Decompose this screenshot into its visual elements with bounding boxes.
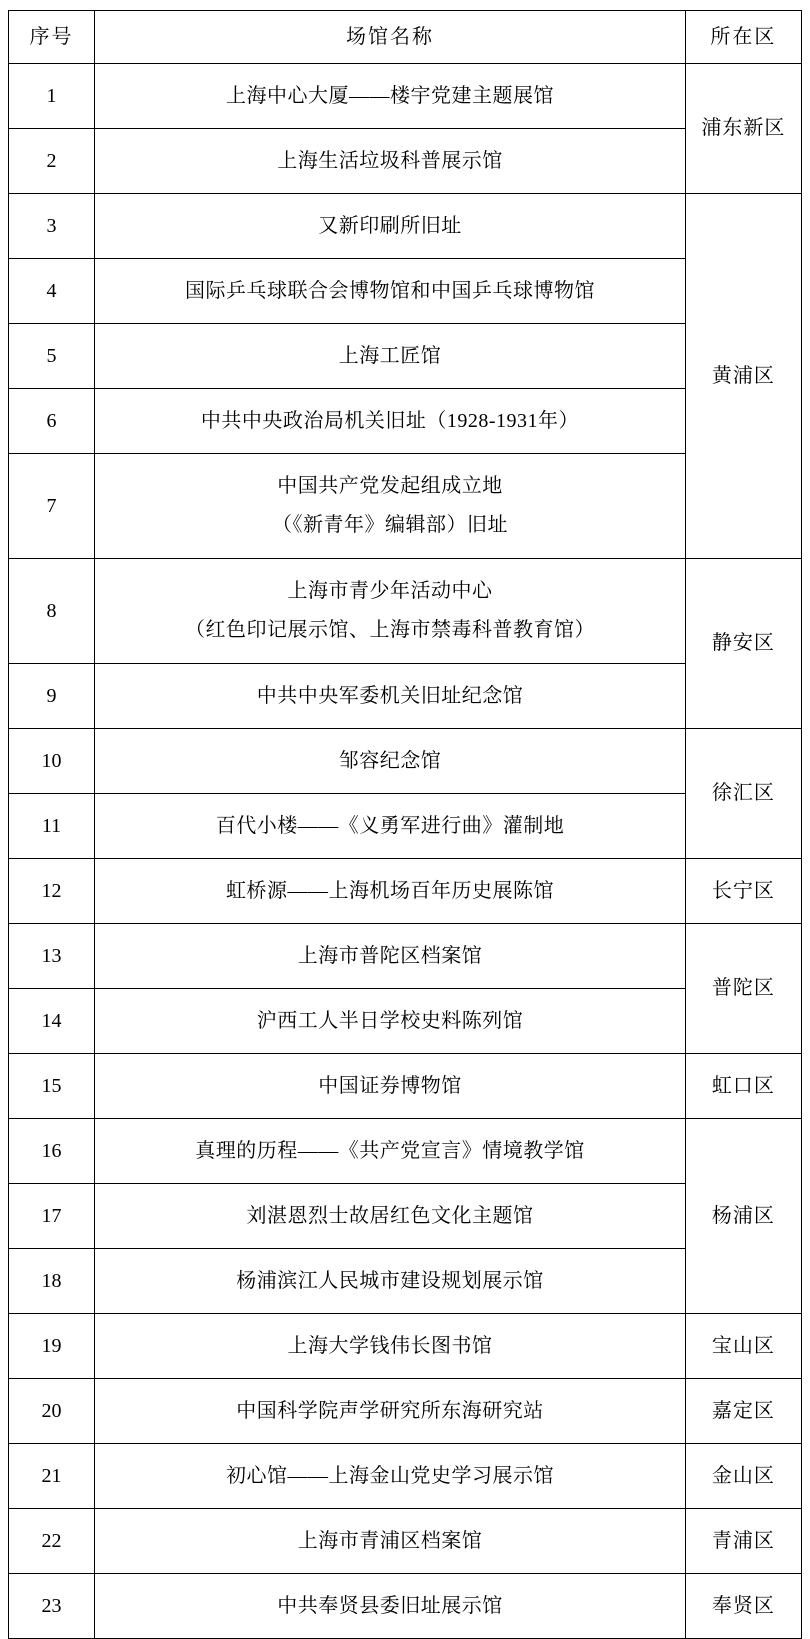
venue-name <box>95 129 686 194</box>
venue-name <box>95 859 686 924</box>
venue-name-line: 初心馆——上海金山党史学习展示馆 <box>225 1464 554 1487</box>
venue-name-line: 中共中央政治局机关旧址（1928-1931年） <box>200 409 580 432</box>
venue-name-line: 上海中心大厦——楼宇党建主题展馆 <box>225 84 554 107</box>
venue-name <box>95 1379 686 1444</box>
row-number: 1 <box>9 64 95 129</box>
row-number: 9 <box>9 664 95 729</box>
district-name: 普陀区 <box>685 924 801 1054</box>
venue-name-line: 杨浦滨江人民城市建设规划展示馆 <box>236 1269 544 1292</box>
venue-name <box>95 1054 686 1119</box>
table-row <box>9 664 802 729</box>
venue-name-line: 上海大学钱伟长图书馆 <box>287 1334 493 1357</box>
venue-name <box>95 989 686 1054</box>
row-number: 14 <box>9 989 95 1054</box>
row-number: 12 <box>9 859 95 924</box>
venue-name-line: 中共奉贤县委旧址展示馆 <box>277 1594 503 1617</box>
table-row <box>9 1444 802 1509</box>
venue-name-line: 上海市青浦区档案馆 <box>297 1529 483 1552</box>
table-row <box>9 924 802 989</box>
venue-name <box>95 664 686 729</box>
table-row <box>9 1054 802 1119</box>
table-row <box>9 1184 802 1249</box>
venue-name <box>95 1119 686 1184</box>
row-number: 4 <box>9 259 95 324</box>
table-row <box>9 259 802 324</box>
venue-name-line: 上海市普陀区档案馆 <box>297 944 483 967</box>
venue-name-line: 百代小楼——《义勇军进行曲》灌制地 <box>215 814 565 837</box>
district-name: 金山区 <box>685 1444 801 1509</box>
venue-name <box>95 1249 686 1314</box>
district-name: 浦东新区 <box>685 64 801 194</box>
district-name: 长宁区 <box>685 859 801 924</box>
row-number: 2 <box>9 129 95 194</box>
table-header <box>9 11 802 64</box>
table-row <box>9 129 802 194</box>
row-number: 23 <box>9 1574 95 1639</box>
venue-name <box>95 1574 686 1639</box>
column-header-district: 所在区 <box>685 11 801 64</box>
venue-name-line: 邹容纪念馆 <box>338 749 442 772</box>
table-row <box>9 194 802 259</box>
venue-name <box>95 454 686 559</box>
district-name: 宝山区 <box>685 1314 801 1379</box>
row-number: 13 <box>9 924 95 989</box>
district-name: 徐汇区 <box>685 729 801 859</box>
district-name: 杨浦区 <box>685 1119 801 1314</box>
row-number: 16 <box>9 1119 95 1184</box>
table-row <box>9 859 802 924</box>
row-number: 8 <box>9 559 95 664</box>
table-row <box>9 1509 802 1574</box>
venue-table <box>8 10 802 1639</box>
column-header-name: 场馆名称 <box>95 11 686 64</box>
venue-name <box>95 1444 686 1509</box>
row-number: 15 <box>9 1054 95 1119</box>
venue-name <box>95 1314 686 1379</box>
venue-name <box>95 924 686 989</box>
table-row <box>9 1574 802 1639</box>
venue-name <box>95 1184 686 1249</box>
venue-name-line: 上海市青少年活动中心 <box>287 580 493 602</box>
venue-name <box>95 729 686 794</box>
venue-name <box>95 559 686 664</box>
venue-name-line: 虹桥源——上海机场百年历史展陈馆 <box>225 879 554 902</box>
district-name: 黄浦区 <box>685 194 801 559</box>
row-number: 3 <box>9 194 95 259</box>
district-name: 嘉定区 <box>685 1379 801 1444</box>
table-row <box>9 989 802 1054</box>
venue-name-line: （红色印记展示馆、上海市禁毒科普教育馆） <box>184 619 595 641</box>
venue-name-line: 真理的历程——《共产党宣言》情境教学馆 <box>195 1139 585 1162</box>
row-number: 20 <box>9 1379 95 1444</box>
venue-name <box>95 259 686 324</box>
venue-name-line: 上海生活垃圾科普展示馆 <box>277 149 503 172</box>
venue-name-line: 上海工匠馆 <box>338 344 442 367</box>
venue-name-line: 沪西工人半日学校史料陈列馆 <box>256 1009 524 1032</box>
table-row <box>9 1249 802 1314</box>
venue-name-line: 刘湛恩烈士故居红色文化主题馆 <box>246 1204 534 1227</box>
table-row <box>9 559 802 664</box>
row-number: 10 <box>9 729 95 794</box>
row-number: 5 <box>9 324 95 389</box>
venue-name-line: 又新印刷所旧址 <box>318 214 462 237</box>
table-row <box>9 64 802 129</box>
row-number: 7 <box>9 454 95 559</box>
district-name: 青浦区 <box>685 1509 801 1574</box>
column-header-no: 序号 <box>9 11 95 64</box>
table-row <box>9 454 802 559</box>
venue-name <box>95 1509 686 1574</box>
venue-name-line: 中共中央军委机关旧址纪念馆 <box>256 684 524 707</box>
venue-name-line: 中国共产党发起组成立地 <box>277 475 503 497</box>
table-body <box>9 64 802 1639</box>
row-number: 17 <box>9 1184 95 1249</box>
table-row <box>9 794 802 859</box>
row-number: 22 <box>9 1509 95 1574</box>
table-row <box>9 1119 802 1184</box>
row-number: 21 <box>9 1444 95 1509</box>
venue-name-line: 国际乒乓球联合会博物馆和中国乒乓球博物馆 <box>184 279 595 302</box>
venue-name <box>95 794 686 859</box>
venue-name <box>95 324 686 389</box>
district-name: 奉贤区 <box>685 1574 801 1639</box>
row-number: 18 <box>9 1249 95 1314</box>
table-row <box>9 389 802 454</box>
venue-name-line: 中国证券博物馆 <box>318 1074 462 1097</box>
district-name: 虹口区 <box>685 1054 801 1119</box>
venue-name <box>95 194 686 259</box>
district-name: 静安区 <box>685 559 801 729</box>
row-number: 11 <box>9 794 95 859</box>
row-number: 6 <box>9 389 95 454</box>
venue-name-line: （《新青年》编辑部）旧址 <box>271 514 508 536</box>
table-header-row <box>9 11 802 64</box>
table-row <box>9 1314 802 1379</box>
venue-name <box>95 389 686 454</box>
row-number: 19 <box>9 1314 95 1379</box>
table-row <box>9 729 802 794</box>
venue-name-line: 中国科学院声学研究所东海研究站 <box>236 1399 544 1422</box>
table-row <box>9 324 802 389</box>
venue-name <box>95 64 686 129</box>
table-row <box>9 1379 802 1444</box>
